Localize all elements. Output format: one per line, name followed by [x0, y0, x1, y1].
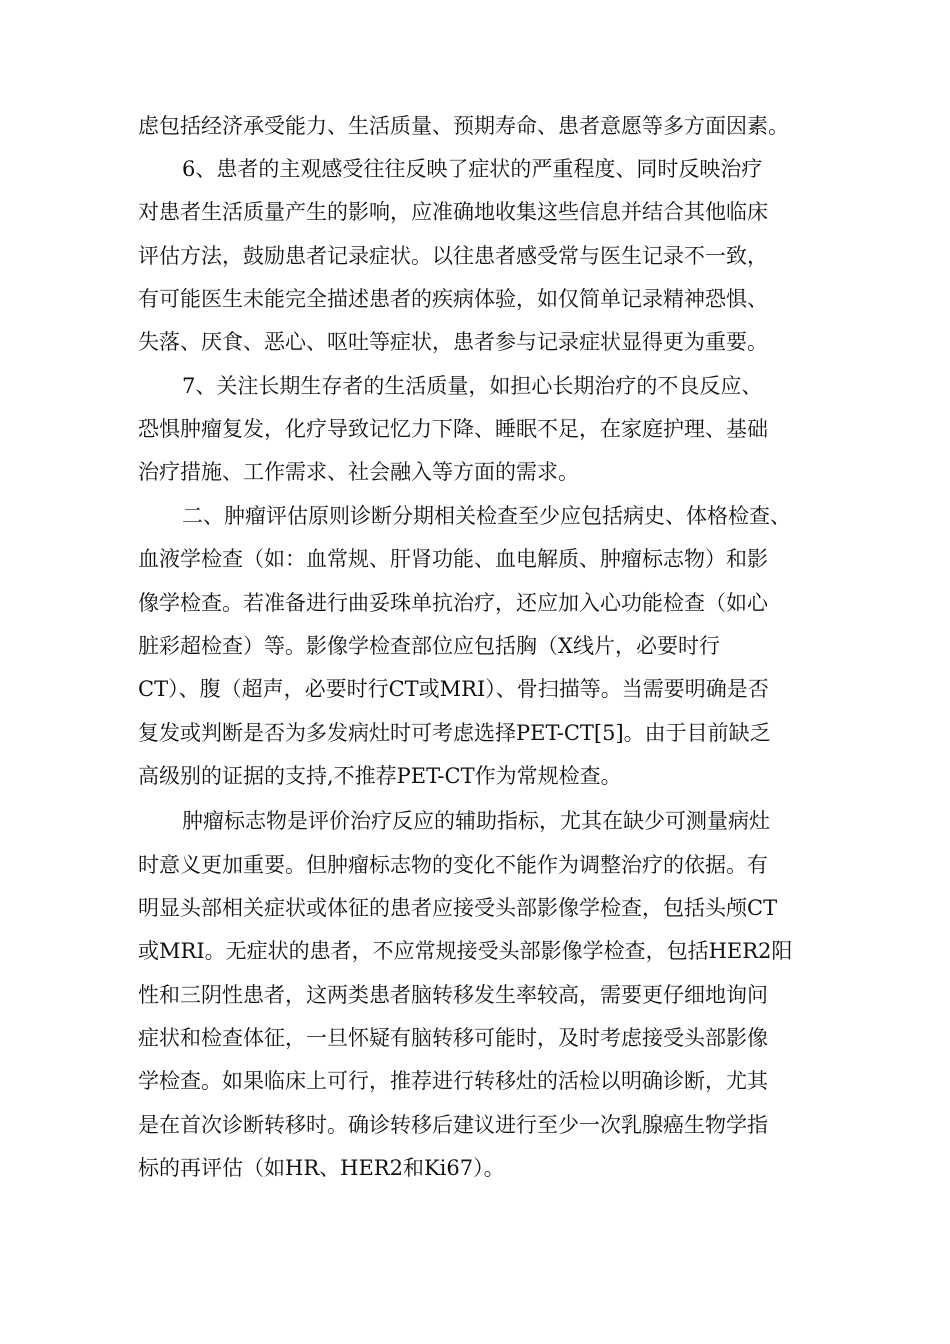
text-line: 学检查。如果临床上可行，推荐进行转移灶的活检以明确诊断，尤其: [138, 1069, 768, 1093]
text-line: 7、关注长期生存者的生活质量，如担心长期治疗的不良反应、: [182, 374, 763, 398]
text-line: 虑包括经济承受能力、生活质量、预期寿命、患者意愿等多方面因素。: [138, 114, 789, 138]
text-line: 治疗措施、工作需求、社会融入等方面的需求。: [138, 460, 579, 484]
text-line: 或MRI。无症状的患者，不应常规接受头部影像学检查，包括HER2阳: [138, 939, 793, 963]
text-line: 脏彩超检查）等。影像学检查部位应包括胸（X线片，必要时行: [138, 634, 720, 658]
text-line: 二、肿瘤评估原则诊断分期相关检查至少应包括病史、体格检查、: [182, 504, 791, 528]
text-line: 肿瘤标志物是评价治疗反应的辅助指标，尤其在缺少可测量病灶: [182, 809, 770, 833]
text-line: 像学检查。若准备进行曲妥珠单抗治疗，还应加入心功能检查（如心: [138, 591, 768, 615]
text-line: CT）、腹（超声，必要时行CT或MRI）、骨扫描等。当需要明确是否: [138, 677, 769, 701]
text-line: 标的再评估（如HR、HER2和Ki67）。: [138, 1156, 505, 1180]
text-line: 有可能医生未能完全描述患者的疾病体验，如仅简单记录精神恐惧、: [138, 287, 768, 311]
text-line: 高级别的证据的支持,不推荐PET-CT作为常规检查。: [138, 764, 622, 788]
text-line: 性和三阴性患者，这两类患者脑转移发生率较高，需要更仔细地询问: [138, 983, 768, 1007]
text-line: 症状和检查体征，一旦怀疑有脑转移可能时，及时考虑接受头部影像: [138, 1026, 768, 1050]
text-line: 时意义更加重要。但肿瘤标志物的变化不能作为调整治疗的依据。有: [138, 853, 768, 877]
text-line: 血液学检查（如：血常规、肝肾功能、血电解质、肿瘤标志物）和影: [138, 547, 768, 571]
text-line: 6、患者的主观感受往往反映了症状的严重程度、同时反映治疗: [182, 157, 763, 181]
text-line: 是在首次诊断转移时。确诊转移后建议进行至少一次乳腺癌生物学指: [138, 1113, 768, 1137]
text-line: 失落、厌食、恶心、呕吐等症状，患者参与记录症状显得更为重要。: [138, 330, 768, 354]
text-line: 复发或判断是否为多发病灶时可考虑选择PET-CT[5]。由于目前缺乏: [138, 721, 771, 745]
text-line: 评估方法，鼓励患者记录症状。以往患者感受常与医生记录不一致，: [138, 244, 768, 268]
text-line: 明显头部相关症状或体征的患者应接受头部影像学检查，包括头颅CT: [138, 896, 778, 920]
text-line: 对患者生活质量产生的影响，应准确地收集这些信息并结合其他临床: [138, 200, 768, 224]
text-line: 恐惧肿瘤复发，化疗导致记忆力下降、睡眠不足，在家庭护理、基础: [138, 417, 768, 441]
